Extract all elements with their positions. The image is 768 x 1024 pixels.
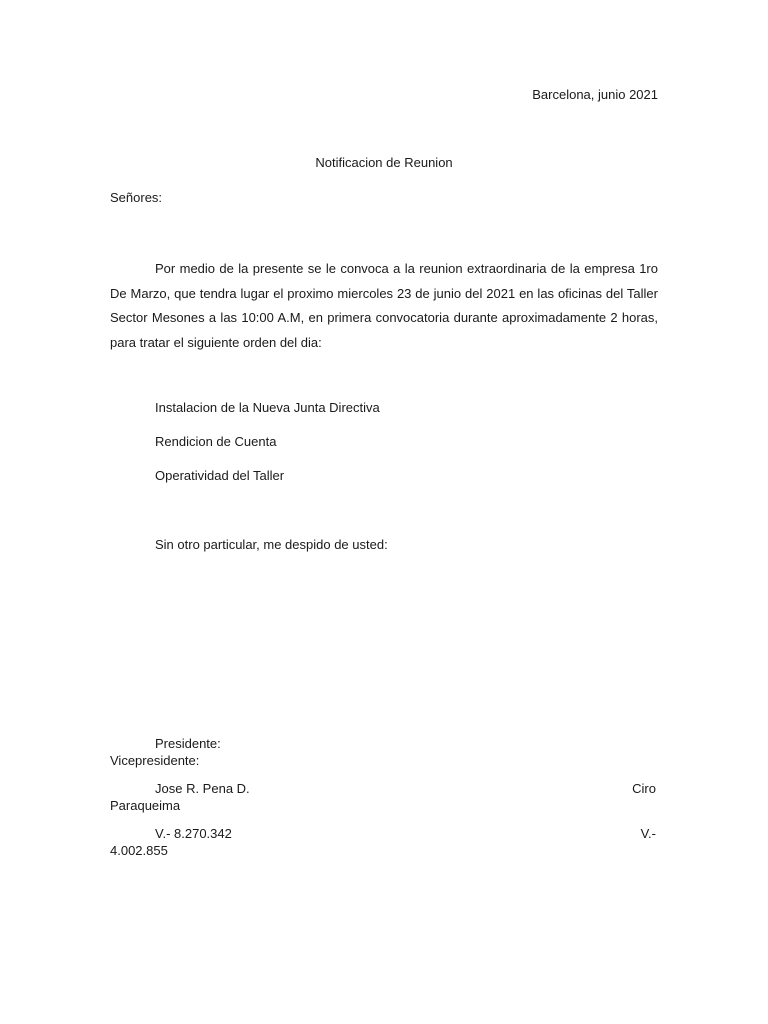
letter-date: Barcelona, junio 2021	[532, 87, 658, 102]
signature-ids	[110, 825, 656, 858]
agenda-item: Operatividad del Taller	[155, 468, 285, 483]
agenda-item: Instalacion de la Nueva Junta Directiva	[155, 400, 380, 415]
letter-closing: Sin otro particular, me despido de usted:	[155, 537, 388, 552]
vice-name-last: Paraqueima	[110, 798, 181, 813]
signature-roles	[110, 735, 656, 768]
letter-title: Notificacion de Reunion	[315, 155, 453, 170]
vice-name-first: Ciro	[632, 781, 656, 796]
vice-id-prefix: V.-	[640, 826, 656, 841]
president-name: Jose R. Pena D.	[155, 781, 250, 796]
vice-role: Vicepresidente:	[110, 753, 200, 768]
letter-greeting: Señores:	[110, 190, 163, 205]
president-role: Presidente:	[155, 736, 221, 751]
agenda-item: Rendicion de Cuenta	[155, 434, 277, 449]
vice-id-number: 4.002.855	[110, 843, 168, 858]
signature-names	[110, 780, 656, 813]
president-id: V.- 8.270.342	[155, 826, 232, 841]
letter-body: Por medio de la presente se le convoca a la reunion extraordinaria de la empresa 1ro De Marzo, que tendra lugar el proximo miercoles 23 de junio del 2021 en las oficinas del Taller Sector Mesones a las 10:00 A.M, en primera convocatoria durante aproximadamente 2 horas, para tratar el siguiente orden del dia:	[110, 261, 658, 350]
